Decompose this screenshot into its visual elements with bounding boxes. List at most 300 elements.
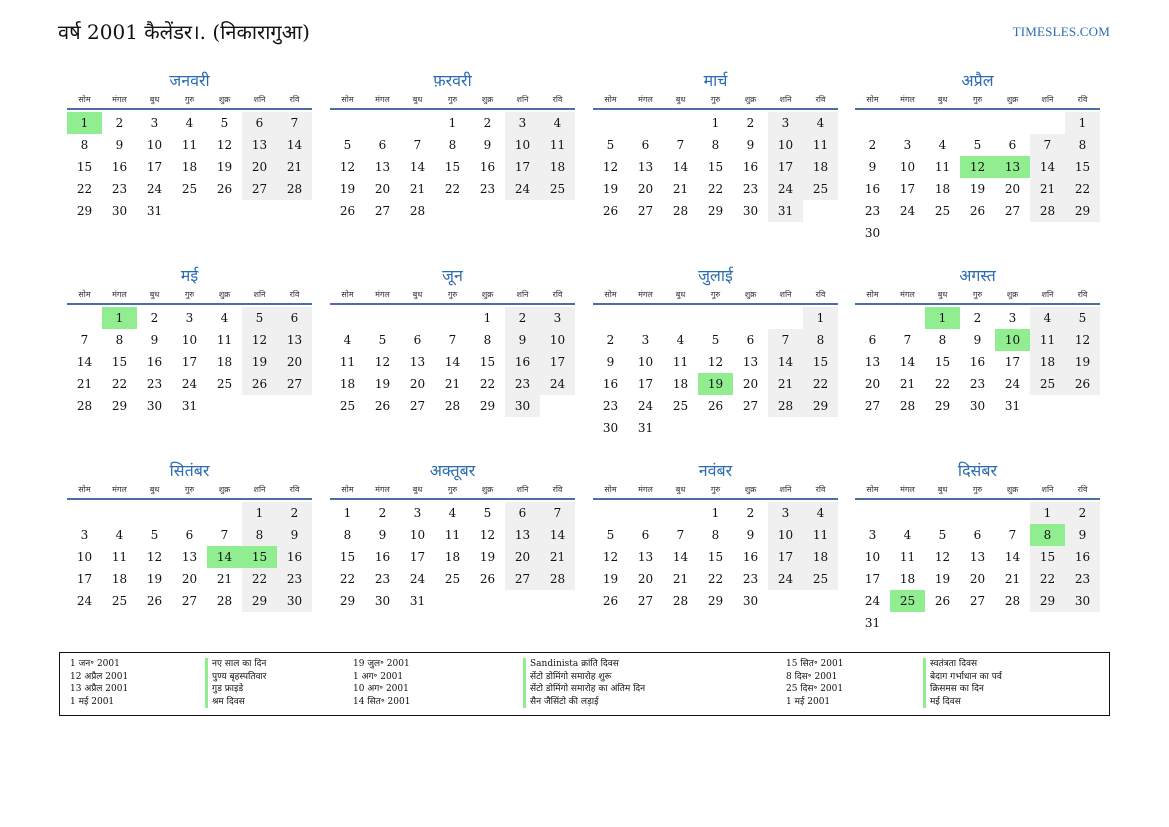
day-cell[interactable]: 27 bbox=[1004, 204, 1021, 218]
day-cell[interactable]: 14 bbox=[277, 134, 312, 156]
day-cell[interactable]: 21 bbox=[76, 377, 93, 391]
day-cell[interactable]: 5 bbox=[606, 528, 615, 542]
day-cell[interactable]: 12 bbox=[216, 138, 233, 152]
day-cell[interactable]: 11 bbox=[803, 134, 838, 156]
day-cell[interactable]: 18 bbox=[1030, 351, 1065, 373]
day-cell[interactable]: 5 bbox=[483, 506, 492, 520]
day-cell[interactable]: 19 bbox=[1065, 351, 1100, 373]
holiday-day[interactable]: 14 bbox=[207, 546, 242, 568]
day-cell[interactable]: 25 bbox=[216, 377, 233, 391]
day-cell[interactable]: 15 bbox=[339, 550, 356, 564]
day-cell[interactable]: 9 bbox=[606, 355, 615, 369]
day-cell[interactable]: 6 bbox=[277, 307, 312, 329]
day-cell[interactable]: 15 bbox=[803, 351, 838, 373]
day-cell[interactable]: 16 bbox=[864, 182, 881, 196]
day-cell[interactable]: 24 bbox=[864, 594, 881, 608]
day-cell[interactable]: 22 bbox=[339, 572, 356, 586]
day-cell[interactable]: 23 bbox=[479, 182, 496, 196]
day-cell[interactable]: 4 bbox=[676, 333, 685, 347]
day-cell[interactable]: 6 bbox=[378, 138, 387, 152]
day-cell[interactable]: 22 bbox=[1030, 568, 1065, 590]
day-cell[interactable]: 20 bbox=[637, 182, 654, 196]
day-cell[interactable]: 21 bbox=[672, 182, 689, 196]
day-cell[interactable]: 2 bbox=[973, 311, 982, 325]
day-cell[interactable]: 5 bbox=[343, 138, 352, 152]
day-cell[interactable]: 2 bbox=[746, 116, 755, 130]
day-cell[interactable]: 1 bbox=[711, 506, 720, 520]
day-cell[interactable]: 7 bbox=[1030, 134, 1065, 156]
day-cell[interactable]: 11 bbox=[111, 550, 128, 564]
day-cell[interactable]: 6 bbox=[242, 112, 277, 134]
day-cell[interactable]: 18 bbox=[216, 355, 233, 369]
day-cell[interactable]: 14 bbox=[409, 160, 426, 174]
day-cell[interactable]: 9 bbox=[115, 138, 124, 152]
holiday-day[interactable]: 8 bbox=[1030, 524, 1065, 546]
day-cell[interactable]: 23 bbox=[146, 377, 163, 391]
day-cell[interactable]: 26 bbox=[479, 572, 496, 586]
day-cell[interactable]: 8 bbox=[483, 333, 492, 347]
day-cell[interactable]: 6 bbox=[1008, 138, 1017, 152]
day-cell[interactable]: 23 bbox=[864, 204, 881, 218]
day-cell[interactable]: 10 bbox=[768, 134, 803, 156]
day-cell[interactable]: 8 bbox=[115, 333, 124, 347]
day-cell[interactable]: 18 bbox=[899, 572, 916, 586]
day-cell[interactable]: 4 bbox=[1030, 307, 1065, 329]
day-cell[interactable]: 11 bbox=[934, 160, 951, 174]
day-cell[interactable]: 22 bbox=[1065, 178, 1100, 200]
day-cell[interactable]: 18 bbox=[934, 182, 951, 196]
day-cell[interactable]: 15 bbox=[707, 550, 724, 564]
day-cell[interactable]: 16 bbox=[146, 355, 163, 369]
day-cell[interactable]: 26 bbox=[1065, 373, 1100, 395]
day-cell[interactable]: 12 bbox=[602, 550, 619, 564]
day-cell[interactable]: 22 bbox=[707, 572, 724, 586]
day-cell[interactable]: 1 bbox=[343, 506, 352, 520]
day-cell[interactable]: 25 bbox=[181, 182, 198, 196]
day-cell[interactable]: 12 bbox=[1065, 329, 1100, 351]
day-cell[interactable]: 23 bbox=[742, 572, 759, 586]
day-cell[interactable]: 12 bbox=[707, 355, 724, 369]
day-cell[interactable]: 21 bbox=[444, 377, 461, 391]
day-cell[interactable]: 5 bbox=[606, 138, 615, 152]
day-cell[interactable]: 21 bbox=[216, 572, 233, 586]
day-cell[interactable]: 18 bbox=[181, 160, 198, 174]
day-cell[interactable]: 25 bbox=[339, 399, 356, 413]
day-cell[interactable]: 10 bbox=[76, 550, 93, 564]
day-cell[interactable]: 11 bbox=[216, 333, 233, 347]
day-cell[interactable]: 29 bbox=[76, 204, 93, 218]
day-cell[interactable]: 4 bbox=[448, 506, 457, 520]
day-cell[interactable]: 27 bbox=[181, 594, 198, 608]
day-cell[interactable]: 3 bbox=[80, 528, 89, 542]
day-cell[interactable]: 5 bbox=[150, 528, 159, 542]
day-cell[interactable]: 2 bbox=[150, 311, 159, 325]
day-cell[interactable]: 10 bbox=[899, 160, 916, 174]
day-cell[interactable]: 8 bbox=[1065, 134, 1100, 156]
day-cell[interactable]: 12 bbox=[934, 550, 951, 564]
day-cell[interactable]: 8 bbox=[80, 138, 89, 152]
holiday-day[interactable]: 15 bbox=[242, 546, 277, 568]
day-cell[interactable]: 26 bbox=[707, 399, 724, 413]
day-cell[interactable]: 13 bbox=[637, 160, 654, 174]
day-cell[interactable]: 5 bbox=[242, 307, 277, 329]
day-cell[interactable]: 16 bbox=[111, 160, 128, 174]
day-cell[interactable]: 26 bbox=[216, 182, 233, 196]
day-cell[interactable]: 4 bbox=[185, 116, 194, 130]
day-cell[interactable]: 30 bbox=[969, 399, 986, 413]
day-cell[interactable]: 15 bbox=[444, 160, 461, 174]
day-cell[interactable]: 20 bbox=[742, 377, 759, 391]
day-cell[interactable]: 10 bbox=[181, 333, 198, 347]
day-cell[interactable]: 10 bbox=[409, 528, 426, 542]
day-cell[interactable]: 12 bbox=[374, 355, 391, 369]
day-cell[interactable]: 30 bbox=[864, 226, 881, 240]
day-cell[interactable]: 30 bbox=[146, 399, 163, 413]
day-cell[interactable]: 21 bbox=[899, 377, 916, 391]
day-cell[interactable]: 11 bbox=[540, 134, 575, 156]
day-cell[interactable]: 17 bbox=[76, 572, 93, 586]
day-cell[interactable]: 9 bbox=[277, 524, 312, 546]
day-cell[interactable]: 11 bbox=[672, 355, 689, 369]
day-cell[interactable]: 23 bbox=[505, 373, 540, 395]
day-cell[interactable]: 10 bbox=[864, 550, 881, 564]
day-cell[interactable]: 21 bbox=[768, 373, 803, 395]
day-cell[interactable]: 15 bbox=[934, 355, 951, 369]
day-cell[interactable]: 10 bbox=[505, 134, 540, 156]
day-cell[interactable]: 29 bbox=[803, 395, 838, 417]
day-cell[interactable]: 30 bbox=[277, 590, 312, 612]
day-cell[interactable]: 19 bbox=[969, 182, 986, 196]
day-cell[interactable]: 30 bbox=[1065, 590, 1100, 612]
day-cell[interactable]: 2 bbox=[746, 506, 755, 520]
day-cell[interactable]: 17 bbox=[1004, 355, 1021, 369]
day-cell[interactable]: 14 bbox=[899, 355, 916, 369]
day-cell[interactable]: 11 bbox=[899, 550, 916, 564]
day-cell[interactable]: 31 bbox=[146, 204, 163, 218]
day-cell[interactable]: 13 bbox=[637, 550, 654, 564]
day-cell[interactable]: 2 bbox=[1065, 502, 1100, 524]
day-cell[interactable]: 28 bbox=[409, 204, 426, 218]
day-cell[interactable]: 5 bbox=[378, 333, 387, 347]
day-cell[interactable]: 22 bbox=[803, 373, 838, 395]
day-cell[interactable]: 18 bbox=[803, 156, 838, 178]
day-cell[interactable]: 27 bbox=[969, 594, 986, 608]
day-cell[interactable]: 28 bbox=[216, 594, 233, 608]
day-cell[interactable]: 20 bbox=[409, 377, 426, 391]
day-cell[interactable]: 13 bbox=[742, 355, 759, 369]
day-cell[interactable]: 24 bbox=[409, 572, 426, 586]
day-cell[interactable]: 14 bbox=[768, 351, 803, 373]
day-cell[interactable]: 24 bbox=[76, 594, 93, 608]
day-cell[interactable]: 16 bbox=[277, 546, 312, 568]
day-cell[interactable]: 9 bbox=[150, 333, 159, 347]
day-cell[interactable]: 24 bbox=[637, 399, 654, 413]
day-cell[interactable]: 16 bbox=[479, 160, 496, 174]
day-cell[interactable]: 31 bbox=[864, 616, 881, 630]
day-cell[interactable]: 16 bbox=[374, 550, 391, 564]
day-cell[interactable]: 29 bbox=[934, 399, 951, 413]
day-cell[interactable]: 4 bbox=[343, 333, 352, 347]
day-cell[interactable]: 28 bbox=[672, 594, 689, 608]
day-cell[interactable]: 6 bbox=[505, 502, 540, 524]
day-cell[interactable]: 3 bbox=[540, 307, 575, 329]
day-cell[interactable]: 27 bbox=[505, 568, 540, 590]
day-cell[interactable]: 20 bbox=[242, 156, 277, 178]
day-cell[interactable]: 9 bbox=[868, 160, 877, 174]
day-cell[interactable]: 25 bbox=[803, 178, 838, 200]
day-cell[interactable]: 13 bbox=[505, 524, 540, 546]
day-cell[interactable]: 24 bbox=[768, 568, 803, 590]
day-cell[interactable]: 9 bbox=[505, 329, 540, 351]
day-cell[interactable]: 8 bbox=[938, 333, 947, 347]
day-cell[interactable]: 9 bbox=[378, 528, 387, 542]
day-cell[interactable]: 28 bbox=[1030, 200, 1065, 222]
day-cell[interactable]: 31 bbox=[181, 399, 198, 413]
day-cell[interactable]: 8 bbox=[448, 138, 457, 152]
day-cell[interactable]: 1 bbox=[803, 307, 838, 329]
day-cell[interactable]: 21 bbox=[1004, 572, 1021, 586]
day-cell[interactable]: 13 bbox=[181, 550, 198, 564]
day-cell[interactable]: 11 bbox=[803, 524, 838, 546]
day-cell[interactable]: 12 bbox=[242, 329, 277, 351]
day-cell[interactable]: 28 bbox=[1004, 594, 1021, 608]
day-cell[interactable]: 29 bbox=[1065, 200, 1100, 222]
day-cell[interactable]: 3 bbox=[150, 116, 159, 130]
day-cell[interactable]: 26 bbox=[602, 594, 619, 608]
day-cell[interactable]: 31 bbox=[637, 421, 654, 435]
day-cell[interactable]: 18 bbox=[111, 572, 128, 586]
day-cell[interactable]: 28 bbox=[76, 399, 93, 413]
day-cell[interactable]: 5 bbox=[973, 138, 982, 152]
day-cell[interactable]: 20 bbox=[969, 572, 986, 586]
day-cell[interactable]: 27 bbox=[637, 594, 654, 608]
day-cell[interactable]: 12 bbox=[146, 550, 163, 564]
day-cell[interactable]: 30 bbox=[742, 594, 759, 608]
day-cell[interactable]: 25 bbox=[672, 399, 689, 413]
day-cell[interactable]: 27 bbox=[742, 399, 759, 413]
day-cell[interactable]: 29 bbox=[1030, 590, 1065, 612]
day-cell[interactable]: 22 bbox=[111, 377, 128, 391]
day-cell[interactable]: 15 bbox=[111, 355, 128, 369]
day-cell[interactable]: 14 bbox=[76, 355, 93, 369]
day-cell[interactable]: 13 bbox=[242, 134, 277, 156]
day-cell[interactable]: 24 bbox=[505, 178, 540, 200]
day-cell[interactable]: 17 bbox=[181, 355, 198, 369]
day-cell[interactable]: 10 bbox=[637, 355, 654, 369]
day-cell[interactable]: 7 bbox=[80, 333, 89, 347]
day-cell[interactable]: 8 bbox=[242, 524, 277, 546]
day-cell[interactable]: 6 bbox=[413, 333, 422, 347]
day-cell[interactable]: 28 bbox=[899, 399, 916, 413]
day-cell[interactable]: 3 bbox=[185, 311, 194, 325]
day-cell[interactable]: 27 bbox=[409, 399, 426, 413]
day-cell[interactable]: 30 bbox=[505, 395, 540, 417]
day-cell[interactable]: 17 bbox=[864, 572, 881, 586]
day-cell[interactable]: 2 bbox=[606, 333, 615, 347]
day-cell[interactable]: 14 bbox=[1004, 550, 1021, 564]
site-link[interactable]: TIMESLES.COM bbox=[1012, 24, 1110, 39]
day-cell[interactable]: 16 bbox=[742, 160, 759, 174]
day-cell[interactable]: 25 bbox=[803, 568, 838, 590]
day-cell[interactable]: 29 bbox=[242, 590, 277, 612]
day-cell[interactable]: 6 bbox=[185, 528, 194, 542]
day-cell[interactable]: 11 bbox=[444, 528, 461, 542]
day-cell[interactable]: 4 bbox=[220, 311, 229, 325]
day-cell[interactable]: 7 bbox=[413, 138, 422, 152]
day-cell[interactable]: 7 bbox=[448, 333, 457, 347]
day-cell[interactable]: 16 bbox=[505, 351, 540, 373]
day-cell[interactable]: 5 bbox=[711, 333, 720, 347]
day-cell[interactable]: 18 bbox=[444, 550, 461, 564]
day-cell[interactable]: 2 bbox=[868, 138, 877, 152]
day-cell[interactable]: 30 bbox=[742, 204, 759, 218]
day-cell[interactable]: 23 bbox=[374, 572, 391, 586]
day-cell[interactable]: 20 bbox=[864, 377, 881, 391]
day-cell[interactable]: 9 bbox=[1065, 524, 1100, 546]
day-cell[interactable]: 8 bbox=[711, 138, 720, 152]
day-cell[interactable]: 26 bbox=[146, 594, 163, 608]
day-cell[interactable]: 13 bbox=[277, 329, 312, 351]
day-cell[interactable]: 26 bbox=[242, 373, 277, 395]
day-cell[interactable]: 6 bbox=[973, 528, 982, 542]
day-cell[interactable]: 29 bbox=[707, 594, 724, 608]
day-cell[interactable]: 12 bbox=[602, 160, 619, 174]
day-cell[interactable]: 17 bbox=[768, 156, 803, 178]
day-cell[interactable]: 20 bbox=[277, 351, 312, 373]
day-cell[interactable]: 18 bbox=[672, 377, 689, 391]
day-cell[interactable]: 22 bbox=[934, 377, 951, 391]
day-cell[interactable]: 26 bbox=[602, 204, 619, 218]
day-cell[interactable]: 18 bbox=[803, 546, 838, 568]
day-cell[interactable]: 27 bbox=[637, 204, 654, 218]
day-cell[interactable]: 13 bbox=[374, 160, 391, 174]
holiday-day[interactable]: 1 bbox=[102, 307, 137, 329]
day-cell[interactable]: 27 bbox=[242, 178, 277, 200]
holiday-day[interactable]: 10 bbox=[995, 329, 1030, 351]
day-cell[interactable]: 17 bbox=[637, 377, 654, 391]
day-cell[interactable]: 19 bbox=[479, 550, 496, 564]
day-cell[interactable]: 25 bbox=[1030, 373, 1065, 395]
day-cell[interactable]: 29 bbox=[111, 399, 128, 413]
day-cell[interactable]: 7 bbox=[676, 138, 685, 152]
holiday-day[interactable]: 1 bbox=[925, 307, 960, 329]
day-cell[interactable]: 24 bbox=[1004, 377, 1021, 391]
day-cell[interactable]: 22 bbox=[444, 182, 461, 196]
day-cell[interactable]: 2 bbox=[505, 307, 540, 329]
day-cell[interactable]: 26 bbox=[969, 204, 986, 218]
day-cell[interactable]: 17 bbox=[540, 351, 575, 373]
day-cell[interactable]: 5 bbox=[938, 528, 947, 542]
day-cell[interactable]: 26 bbox=[934, 594, 951, 608]
day-cell[interactable]: 23 bbox=[602, 399, 619, 413]
day-cell[interactable]: 21 bbox=[540, 546, 575, 568]
day-cell[interactable]: 2 bbox=[277, 502, 312, 524]
day-cell[interactable]: 19 bbox=[339, 182, 356, 196]
day-cell[interactable]: 14 bbox=[1030, 156, 1065, 178]
day-cell[interactable]: 3 bbox=[903, 138, 912, 152]
day-cell[interactable]: 10 bbox=[540, 329, 575, 351]
day-cell[interactable]: 8 bbox=[803, 329, 838, 351]
day-cell[interactable]: 27 bbox=[864, 399, 881, 413]
day-cell[interactable]: 19 bbox=[242, 351, 277, 373]
day-cell[interactable]: 19 bbox=[602, 572, 619, 586]
day-cell[interactable]: 24 bbox=[540, 373, 575, 395]
day-cell[interactable]: 1 bbox=[1065, 112, 1100, 134]
day-cell[interactable]: 29 bbox=[339, 594, 356, 608]
day-cell[interactable]: 7 bbox=[903, 333, 912, 347]
day-cell[interactable]: 28 bbox=[444, 399, 461, 413]
day-cell[interactable]: 14 bbox=[672, 550, 689, 564]
day-cell[interactable]: 17 bbox=[409, 550, 426, 564]
day-cell[interactable]: 19 bbox=[602, 182, 619, 196]
day-cell[interactable]: 31 bbox=[1004, 399, 1021, 413]
day-cell[interactable]: 7 bbox=[1008, 528, 1017, 542]
day-cell[interactable]: 16 bbox=[602, 377, 619, 391]
day-cell[interactable]: 23 bbox=[742, 182, 759, 196]
day-cell[interactable]: 3 bbox=[505, 112, 540, 134]
day-cell[interactable]: 23 bbox=[277, 568, 312, 590]
holiday-day[interactable]: 1 bbox=[67, 112, 102, 134]
day-cell[interactable]: 29 bbox=[479, 399, 496, 413]
day-cell[interactable]: 15 bbox=[76, 160, 93, 174]
day-cell[interactable]: 3 bbox=[868, 528, 877, 542]
day-cell[interactable]: 2 bbox=[115, 116, 124, 130]
day-cell[interactable]: 25 bbox=[934, 204, 951, 218]
day-cell[interactable]: 23 bbox=[1065, 568, 1100, 590]
day-cell[interactable]: 4 bbox=[903, 528, 912, 542]
day-cell[interactable]: 5 bbox=[220, 116, 229, 130]
day-cell[interactable]: 22 bbox=[76, 182, 93, 196]
day-cell[interactable]: 11 bbox=[181, 138, 198, 152]
day-cell[interactable]: 28 bbox=[768, 395, 803, 417]
day-cell[interactable]: 8 bbox=[711, 528, 720, 542]
day-cell[interactable]: 5 bbox=[1065, 307, 1100, 329]
day-cell[interactable]: 21 bbox=[1030, 178, 1065, 200]
day-cell[interactable]: 30 bbox=[602, 421, 619, 435]
day-cell[interactable]: 9 bbox=[746, 138, 755, 152]
day-cell[interactable]: 19 bbox=[146, 572, 163, 586]
day-cell[interactable]: 15 bbox=[1030, 546, 1065, 568]
day-cell[interactable]: 7 bbox=[277, 112, 312, 134]
day-cell[interactable]: 21 bbox=[672, 572, 689, 586]
day-cell[interactable]: 20 bbox=[637, 572, 654, 586]
day-cell[interactable]: 22 bbox=[707, 182, 724, 196]
day-cell[interactable]: 12 bbox=[339, 160, 356, 174]
day-cell[interactable]: 24 bbox=[146, 182, 163, 196]
day-cell[interactable]: 31 bbox=[409, 594, 426, 608]
day-cell[interactable]: 20 bbox=[181, 572, 198, 586]
day-cell[interactable]: 7 bbox=[768, 329, 803, 351]
day-cell[interactable]: 17 bbox=[899, 182, 916, 196]
day-cell[interactable]: 3 bbox=[1008, 311, 1017, 325]
day-cell[interactable]: 30 bbox=[374, 594, 391, 608]
day-cell[interactable]: 2 bbox=[483, 116, 492, 130]
holiday-day[interactable]: 13 bbox=[995, 156, 1030, 178]
day-cell[interactable]: 26 bbox=[339, 204, 356, 218]
day-cell[interactable]: 28 bbox=[277, 178, 312, 200]
day-cell[interactable]: 13 bbox=[864, 355, 881, 369]
day-cell[interactable]: 19 bbox=[374, 377, 391, 391]
day-cell[interactable]: 13 bbox=[409, 355, 426, 369]
day-cell[interactable]: 20 bbox=[1004, 182, 1021, 196]
day-cell[interactable]: 22 bbox=[242, 568, 277, 590]
day-cell[interactable]: 24 bbox=[899, 204, 916, 218]
day-cell[interactable]: 1 bbox=[448, 116, 457, 130]
day-cell[interactable]: 21 bbox=[409, 182, 426, 196]
holiday-day[interactable]: 19 bbox=[698, 373, 733, 395]
day-cell[interactable]: 11 bbox=[1030, 329, 1065, 351]
day-cell[interactable]: 26 bbox=[374, 399, 391, 413]
